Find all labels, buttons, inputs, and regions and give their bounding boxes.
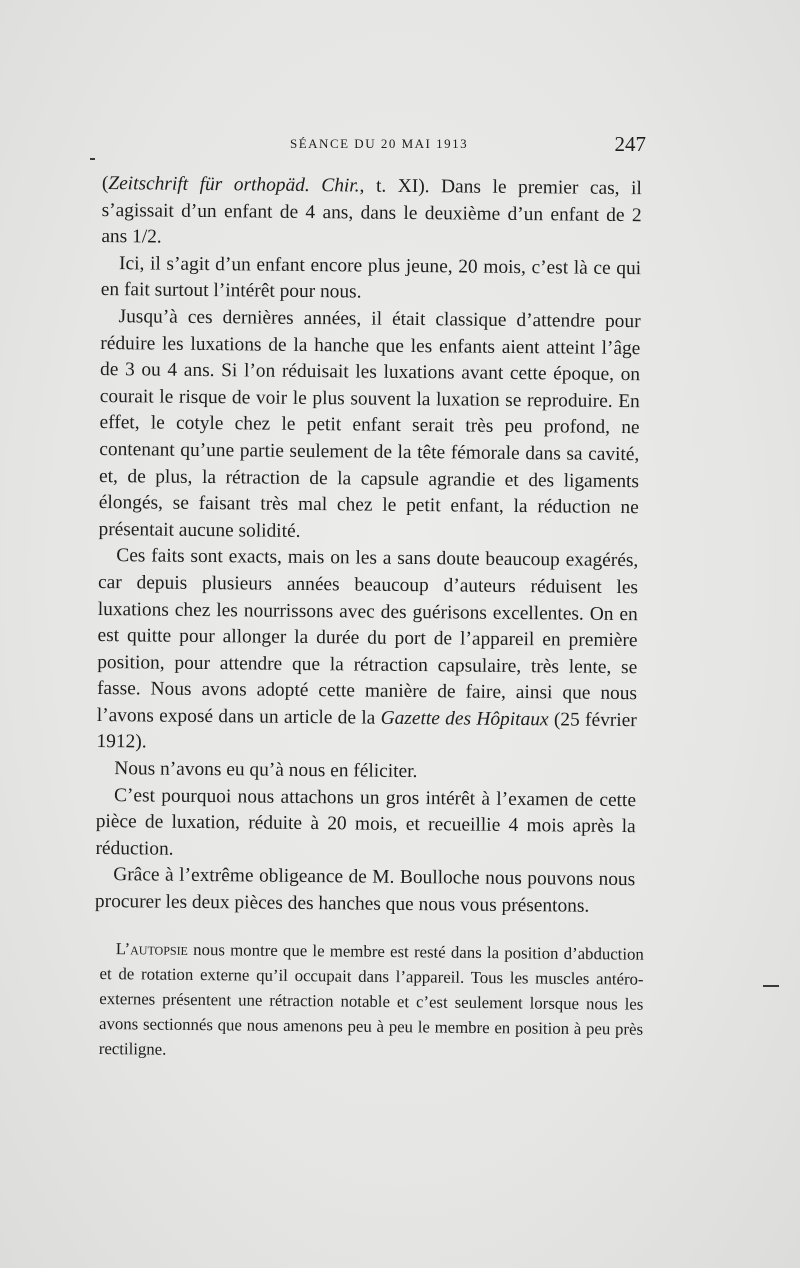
autopsy-lead: L’autopsie xyxy=(115,939,189,959)
journal-title: Zeitschrift für orthopäd. Chir. xyxy=(108,173,360,197)
running-title: SÉANCE DU 20 MAI 1913 xyxy=(290,136,469,151)
page-header xyxy=(100,132,648,162)
paragraph-3: Jusqu’à ces dernières années, il était classique d’attendre pour réduire les luxations de la hanche que les enfants aient atteint l’âge de 3 ou 4 ans. Si l’on réduisait les luxations avant cette époque, on courait le risque de voir le plus souvent la luxation se reproduire. En effet, le cotyle chez le petit enfant serait très peu profond, ne contenant qu’une partie seulement de la tête fémorale dans sa cavité, et, de plus, la rétraction de la capsule agrandie et des ligaments élongés, se faisant très mal chez le petit enfant, la réduction ne présentait aucune solidité. xyxy=(98,306,641,542)
paragraph-4-end: (25 février 1912). xyxy=(96,709,637,753)
margin-mark xyxy=(763,985,779,987)
paragraph-5: Nous n’avons eu qu’à nous en féliciter. xyxy=(114,758,418,783)
paragraph-6: C’est pourquoi nous attachons un gros intérêt à l’examen de cette pièce de luxation, réduite à 20 mois, et recueillie 4 mois après la réduction. xyxy=(95,784,637,860)
autopsy-text: nous montre que le membre est resté dans la position d’abduction et de rotation externe qu’il occupait dans l’appareil. Tous les muscles antéro-externes présentent une rétraction notable et c’est seulement lorsque nous les avons sectionnés que nous amenons peu à peu le membre en position à peu près rectiligne. xyxy=(98,939,644,1059)
paragraph-7: Grâce à l’extrême obligeance de M. Boulloche nous pouvons nous procurer les deux pièces des hanches que nous vous présentons. xyxy=(94,864,636,917)
page-number: 247 xyxy=(614,132,646,156)
paragraph-1-text: , t. XI). Dans le premier cas, il s’agissait d’un enfant de 4 ans, dans le deuxième d’un enfant de 2 ans 1/2. xyxy=(101,175,642,248)
gazette-title: Gazette des Hôpitaux xyxy=(380,707,549,731)
paragraph-1-open: ( xyxy=(101,172,109,195)
main-text xyxy=(95,171,642,921)
paragraph-2: Ici, il s’agit d’un enfant encore plus jeune, 20 mois, c’est là ce qui en fait surtout l’intérêt pour nous. xyxy=(100,252,642,303)
margin-tick xyxy=(90,158,95,160)
paragraph-1 xyxy=(101,171,642,256)
autopsy-paragraph xyxy=(99,936,644,1067)
paragraph-4 xyxy=(96,543,638,761)
autopsy-section xyxy=(99,936,644,1067)
paragraph-4-text: Ces faits sont exacts, mais on les a sans doute beaucoup exagérés, car depuis plusieurs années beaucoup d’auteurs réduisent les luxations chez les nourrissons avec des guérisons excellentes. On en est quitte pour allonger la durée du port de l’appareil en première position, pour attendre que la rétraction capsulaire, très lente, se fasse. Nous avons adopté cette manière de faire, ainsi que nous l’avons exposé dans un article de la xyxy=(96,545,639,729)
